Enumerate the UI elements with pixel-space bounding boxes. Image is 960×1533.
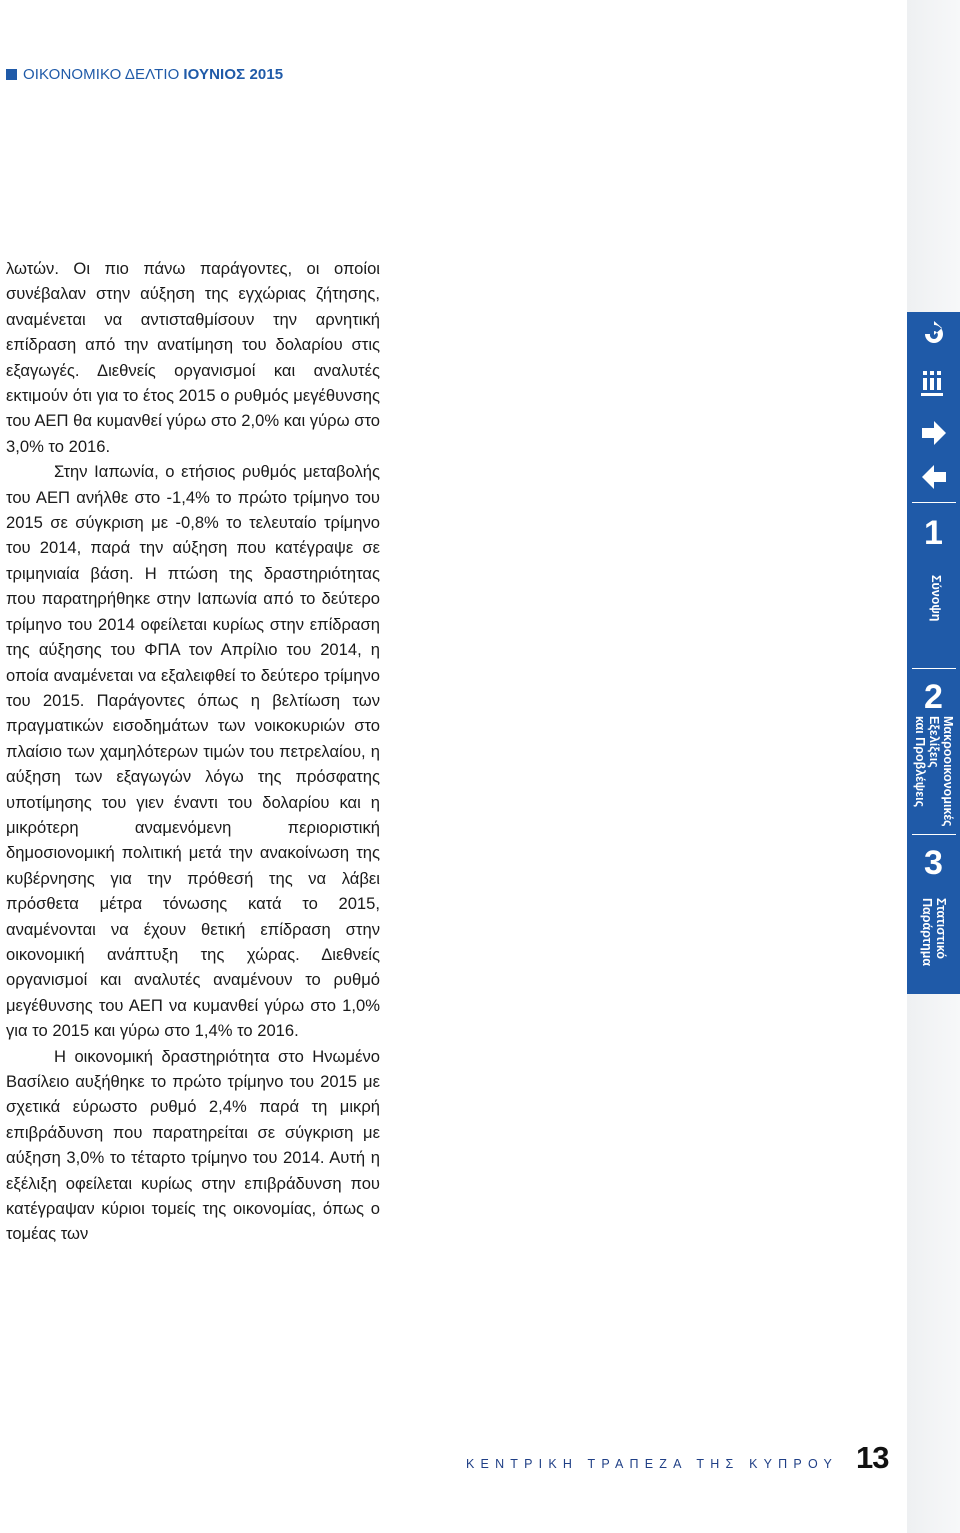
previous-page-button[interactable] [907, 458, 960, 496]
section-2-label-line: Εξελίξεις [927, 716, 941, 768]
header-issue: ΙΟΥΝΙΟΣ 2015 [183, 66, 284, 83]
section-1-label-line: Σύνοψη [929, 575, 943, 622]
article-body [6, 256, 380, 1247]
page-number: 13 [856, 1440, 889, 1475]
section-2-number[interactable]: 2 [924, 678, 943, 716]
nav-divider [912, 668, 956, 669]
section-3-label-line: Στατιστικό [934, 898, 948, 960]
next-page-button[interactable] [907, 414, 960, 452]
section-3-label-line: Παράρτημα [920, 898, 934, 967]
contents-button[interactable] [907, 364, 960, 402]
contents-icon [917, 368, 951, 398]
paragraph-1: λωτών. Οι πιο πάνω παράγοντες, οι οποίοι συνέβαλαν στην αύξηση της εγχώριας ζήτησης, αναμένεται να αντισταθμίσουν την αρνητική επίδραση από την ανατίμηση του δολαρίου στις εξαγωγές. Διεθνείς οργανισμοί και αναλυτές εκτιμούν ότι για το έτος 2015 ο ρυθμός μεγέθυνσης του ΑΕΠ θα κυμανθεί γύρω στο 2,0% και γύρω στο 3,0% το 2016. [6, 259, 380, 456]
section-3-number[interactable]: 3 [924, 844, 943, 882]
section-1-label[interactable] [929, 575, 943, 621]
nav-divider [912, 834, 956, 835]
paragraph-3: Η οικονομική δραστηριότητα στο Ηνωμένο Βασίλειο αυξήθηκε το πρώτο τρίμηνο του 2015 με σχετικά εύρωστο ρυθμό 2,4% παρά τη μικρή επιβράδυνση που παρατηρείται σε σύγκριση με αύξηση 3,0% το τέταρτο τρίμηνο του 2014. Αυτή η εξέλιξη οφείλεται κυρίως στην επιβράδυνση που κατέγραψαν κύριοι τομείς της οικονομίας, όπως ο τομέας των [6, 1046, 380, 1244]
page-footer [466, 1440, 888, 1476]
section-2-label-line: και Προβλέψεις [913, 716, 927, 808]
footer-bank-name: ΚΕΝΤΡΙΚΗ ΤΡΑΠΕΖΑ ΤΗΣ ΚΥΠΡΟΥ [466, 1457, 838, 1471]
page-header [6, 66, 283, 83]
header-title: ΟΙΚΟΝΟΜΙΚΟ ΔΕΛΤΙΟ [23, 66, 180, 83]
section-2-label[interactable] [913, 716, 955, 827]
back-icon [917, 320, 951, 350]
return-button[interactable] [907, 316, 960, 354]
section-1-number[interactable]: 1 [924, 514, 943, 552]
next-page-icon [917, 418, 951, 448]
section-2-label-line: Μακροοικονομικές [941, 716, 955, 827]
section-3-label[interactable] [920, 898, 948, 966]
nav-divider [912, 502, 956, 503]
previous-page-icon [917, 462, 951, 492]
paragraph-2: Στην Ιαπωνία, ο ετήσιος ρυθμός μεταβολής του ΑΕΠ ανήλθε στο -1,4% το πρώτο τρίμηνο του 2015 σε σύγκριση με -0,8% το τελευταίο τρίμηνο του 2014, παρά την αύξηση που κατέγραψε σε τριμηνιαία βάση. Η πτώση της δραστηριότητας που παρατηρήθηκε στην Ιαπωνία από το δεύτερο τρίμηνο του 2014 οφείλεται κυρίως στην επίδραση της αύξησης του ΦΠΑ τον Απρίλιο του 2014, η οποία αναμένεται να εξαλειφθεί το δεύτερο τρίμηνο του 2015. Παράγοντες όπως η βελτίωση των πραγματικών εισοδημάτων των νοικοκυριών στο πλαίσιο των χαμηλότερων τιμών του πετρελαίου, η αύξηση των εξαγωγών λόγω της πρόσφατης υποτίμησης του γιεν έναντι του δολαρίου και η μικρότερη αναμενόμενη περιοριστική δημοσιονομική πολιτική μετά την ανακοίνωση της κυβέρνησης για την πρόθεσή της να λάβει πρόσθετα μέτρα τόνωσης κατά το 2015, αναμένονται να έχουν θετική επίδραση στην οικονομική ανάπτυξη της χώρας. Διεθνείς οργανισμοί και αναλυτές αναμένουν το ρυθμό μεγέθυνσης του ΑΕΠ να κυμανθεί γύρω στο 1,0% για το 2015 και γύρω στο 1,4% το 2016. [6, 462, 380, 1041]
header-square-icon [6, 69, 17, 80]
